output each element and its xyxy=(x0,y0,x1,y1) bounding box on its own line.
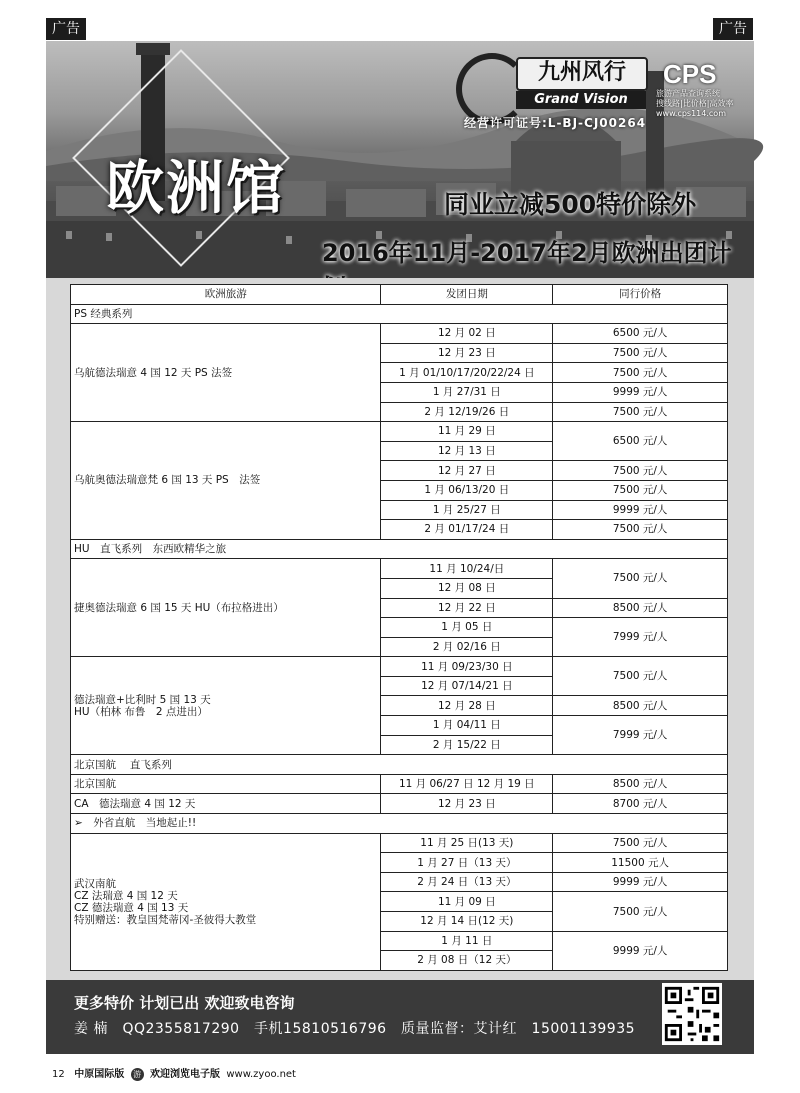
table-row xyxy=(71,774,728,794)
price-cell: 6500 元/人 xyxy=(553,324,728,344)
route-name-cell xyxy=(71,774,381,794)
departure-date: 1 月 01/10/17/20/22/24 日 xyxy=(381,363,553,383)
departure-date: 2 月 01/17/24 日 xyxy=(381,520,553,540)
cps-url: www.cps114.com xyxy=(656,109,726,118)
departure-date: 12 月 22 日 xyxy=(381,598,553,618)
departure-date: 12 月 07/14/21 日 xyxy=(381,676,553,696)
route-name-cell xyxy=(71,422,381,540)
table-row xyxy=(71,833,728,853)
column-header: 发团日期 xyxy=(381,285,553,305)
price-cell: 7500 元/人 xyxy=(553,402,728,422)
price-cell: 7500 元/人 xyxy=(553,559,728,598)
logo-en-name: Grand Vision xyxy=(516,91,646,109)
contact-headline: 更多特价 计划已出 欢迎致电咨询 xyxy=(74,994,295,1012)
section-title: HU 直飞系列 东西欧精华之旅 xyxy=(71,539,728,559)
departure-date: 1 月 25/27 日 xyxy=(381,500,553,520)
ebook-text: 欢迎浏览电子版 xyxy=(150,1069,220,1080)
hero-title: 欧洲馆 xyxy=(106,154,287,222)
route-name-line: 捷奥德法瑞意 6 国 15 天 HU（布拉格进出） xyxy=(74,601,284,614)
section-row xyxy=(71,814,728,834)
price-cell: 8700 元/人 xyxy=(553,794,728,814)
departure-date: 12 月 28 日 xyxy=(381,696,553,716)
departure-date: 1 月 27 日（13 天） xyxy=(381,853,553,873)
page-number: 12 xyxy=(52,1069,65,1080)
price-cell: 7500 元/人 xyxy=(553,892,728,931)
site-url: www.zyoo.net xyxy=(226,1069,296,1080)
qr-code-icon xyxy=(662,983,722,1045)
section-title: 北京国航 直飞系列 xyxy=(71,755,728,775)
page-footer xyxy=(52,1065,296,1081)
departure-date: 11 月 09/23/30 日 xyxy=(381,657,553,677)
table-row xyxy=(71,422,728,442)
price-cell: 11500 元人 xyxy=(553,853,728,873)
ad-label-right: 广告 xyxy=(713,18,753,40)
price-cell: 7500 元/人 xyxy=(553,343,728,363)
route-name-cell xyxy=(71,324,381,422)
route-name-cell xyxy=(71,559,381,657)
price-cell: 9999 元/人 xyxy=(553,382,728,402)
company-logo xyxy=(456,51,751,121)
ad-label-left: 广告 xyxy=(46,18,86,40)
departure-date: 1 月 06/13/20 日 xyxy=(381,480,553,500)
table-row xyxy=(71,559,728,579)
section-row xyxy=(71,304,728,324)
departure-date: 2 月 02/16 日 xyxy=(381,637,553,657)
departure-date: 12 月 27 日 xyxy=(381,461,553,481)
discount-slogan: 同业立减500特价除外 xyxy=(444,190,697,219)
cps-logo: CPS xyxy=(663,59,717,89)
departure-date: 11 月 09 日 xyxy=(381,892,553,912)
price-cell: 6500 元/人 xyxy=(553,422,728,461)
departure-date: 2 月 12/19/26 日 xyxy=(381,402,553,422)
price-cell: 8500 元/人 xyxy=(553,774,728,794)
price-cell: 7500 元/人 xyxy=(553,657,728,696)
section-row xyxy=(71,755,728,775)
departure-date: 1 月 04/11 日 xyxy=(381,716,553,736)
hero-banner xyxy=(46,41,754,278)
route-name-line: CA 德法瑞意 4 国 12 天 xyxy=(74,797,196,810)
route-name-line: 德法瑞意+比利时 5 国 13 天 xyxy=(74,693,211,706)
route-name-line: 特别赠送：教皇国梵蒂冈-圣彼得大教堂 xyxy=(74,913,257,926)
table-row xyxy=(71,324,728,344)
route-name-line: HU（柏林 布鲁 2 点进出） xyxy=(74,705,208,718)
price-cell: 9999 元/人 xyxy=(553,931,728,970)
price-cell: 8500 元/人 xyxy=(553,696,728,716)
tour-schedule-table xyxy=(70,284,728,971)
route-name-line: CZ 法瑞意 4 国 12 天 xyxy=(74,889,178,902)
route-name-line: 武汉南航 xyxy=(74,877,116,890)
price-cell: 7500 元/人 xyxy=(553,363,728,383)
price-cell: 8500 元/人 xyxy=(553,598,728,618)
departure-date: 11 月 29 日 xyxy=(381,422,553,442)
logo-cn-name: 九州风行 xyxy=(516,57,648,91)
table-row xyxy=(71,794,728,814)
section-row xyxy=(71,539,728,559)
travel-badge-icon: 游 xyxy=(131,1068,144,1081)
price-cell: 7999 元/人 xyxy=(553,618,728,657)
price-cell: 7500 元/人 xyxy=(553,461,728,481)
price-cell: 7500 元/人 xyxy=(553,833,728,853)
license-number: 经营许可证号:L-BJ-CJ00264 xyxy=(464,116,647,130)
route-name-line: 乌航奥德法瑞意梵 6 国 13 天 PS 法签 xyxy=(74,474,261,487)
departure-date: 11 月 10/24/日 xyxy=(381,559,553,579)
cps-subtitle xyxy=(656,89,751,119)
departure-date: 1 月 05 日 xyxy=(381,618,553,638)
departure-date: 2 月 24 日（13 天） xyxy=(381,872,553,892)
departure-date: 2 月 08 日（12 天） xyxy=(381,951,553,971)
departure-date: 12 月 13 日 xyxy=(381,441,553,461)
price-cell: 7500 元/人 xyxy=(553,520,728,540)
route-name-line: 乌航德法瑞意 4 国 12 天 PS 法签 xyxy=(74,366,233,379)
qr-code-graphic xyxy=(662,983,722,1045)
contact-footer xyxy=(46,980,754,1054)
contact-details: 姜 楠 QQ2355817290 手机15810516796 质量监督：艾计红 15001139935 xyxy=(74,1021,636,1037)
departure-date: 1 月 27/31 日 xyxy=(381,382,553,402)
price-cell: 7999 元/人 xyxy=(553,716,728,755)
route-name-line: CZ 德法瑞意 4 国 13 天 xyxy=(74,901,189,914)
route-name-cell xyxy=(71,833,381,970)
route-name-cell xyxy=(71,657,381,755)
tour-table-area xyxy=(46,278,754,980)
departure-date: 12 月 08 日 xyxy=(381,578,553,598)
route-name-cell xyxy=(71,794,381,814)
departure-date: 12 月 23 日 xyxy=(381,794,553,814)
departure-date: 11 月 25 日(13 天) xyxy=(381,833,553,853)
table-header-row xyxy=(71,285,728,305)
departure-date: 1 月 11 日 xyxy=(381,931,553,951)
section-title: PS 经典系列 xyxy=(71,304,728,324)
price-cell: 9999 元/人 xyxy=(553,500,728,520)
edition-name: 中原国际版 xyxy=(74,1069,125,1080)
schedule-title: 2016年11月-2017年2月欧洲出团计 xyxy=(322,239,732,267)
price-cell: 9999 元/人 xyxy=(553,872,728,892)
table-row xyxy=(71,657,728,677)
departure-date: 12 月 14 日(12 天) xyxy=(381,912,553,932)
column-header: 欧洲旅游 xyxy=(71,285,381,305)
price-cell: 7500 元/人 xyxy=(553,480,728,500)
cps-sub-line2: 搜线路|比价格|高效率 xyxy=(656,99,734,108)
column-header: 同行价格 xyxy=(553,285,728,305)
cps-sub-line1: 旅游产品查询系统 xyxy=(656,89,720,98)
departure-date: 2 月 15/22 日 xyxy=(381,735,553,755)
departure-date: 11 月 06/27 日 12 月 19 日 xyxy=(381,774,553,794)
section-title: ➢ 外省直航 当地起止!! xyxy=(71,814,728,834)
departure-date: 12 月 02 日 xyxy=(381,324,553,344)
route-name-line: 北京国航 xyxy=(74,778,116,791)
departure-date: 12 月 23 日 xyxy=(381,343,553,363)
